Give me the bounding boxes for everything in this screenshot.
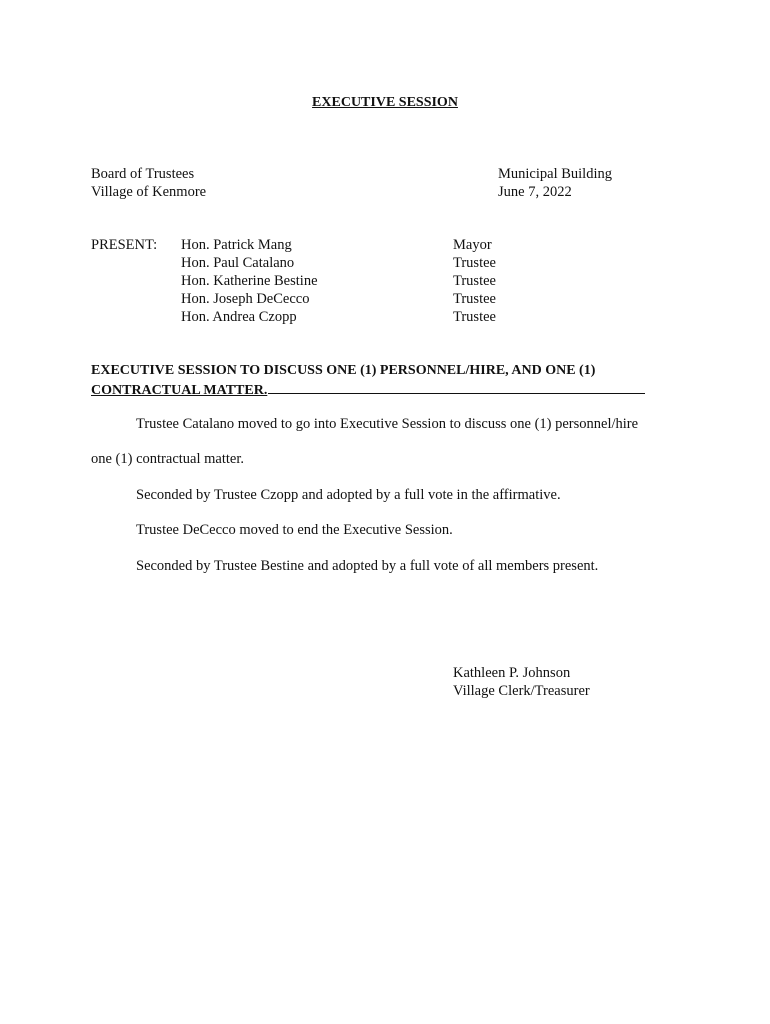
location-date-block: [498, 165, 612, 201]
organization-block: [91, 165, 206, 201]
attendee-name: Hon. Paul Catalano: [181, 255, 295, 271]
attendee-role: Trustee: [453, 309, 496, 325]
attendee-name: Hon. Joseph DeCecco: [181, 291, 310, 307]
document-title: EXECUTIVE SESSION: [312, 95, 458, 110]
attendee-role: Mayor: [453, 237, 492, 253]
end-motion-paragraph: Trustee DeCecco moved to end the Executive Session.: [136, 522, 453, 538]
end-second-paragraph: Seconded by Trustee Bestine and adopted by a full vote of all members present.: [136, 558, 599, 574]
signature-title: Village Clerk/Treasurer: [453, 683, 590, 699]
location-line: Municipal Building: [498, 166, 612, 182]
motion-paragraph-continued: one (1) contractual matter.: [91, 451, 244, 467]
present-label: PRESENT:: [91, 237, 158, 253]
date-line: June 7, 2022: [498, 184, 572, 200]
section-heading-line: CONTRACTUAL MATTER.: [91, 380, 645, 400]
attendee-name: Hon. Andrea Czopp: [181, 309, 297, 325]
second-paragraph: Seconded by Trustee Czopp and adopted by a full vote in the affirmative.: [136, 487, 561, 503]
attendee-names: [181, 236, 318, 326]
attendee-role: Trustee: [453, 255, 496, 271]
signature-block: [453, 664, 590, 700]
attendee-role: Trustee: [453, 291, 496, 307]
organization-line: Board of Trustees: [91, 166, 195, 182]
attendee-name: Hon. Patrick Mang: [181, 237, 292, 253]
organization-line: Village of Kenmore: [91, 184, 207, 200]
attendee-name: Hon. Katherine Bestine: [181, 273, 318, 289]
section-heading-line: EXECUTIVE SESSION TO DISCUSS ONE (1) PERSONNEL/HIRE, AND ONE (1): [91, 363, 596, 378]
motion-paragraph: Trustee Catalano moved to go into Executive Session to discuss one (1) personnel/hire: [136, 416, 639, 432]
signature-name: Kathleen P. Johnson: [453, 665, 571, 681]
attendee-role: Trustee: [453, 273, 496, 289]
section-heading: [91, 362, 645, 400]
heading-underline-rule: [268, 380, 645, 394]
attendee-roles: [453, 236, 496, 326]
